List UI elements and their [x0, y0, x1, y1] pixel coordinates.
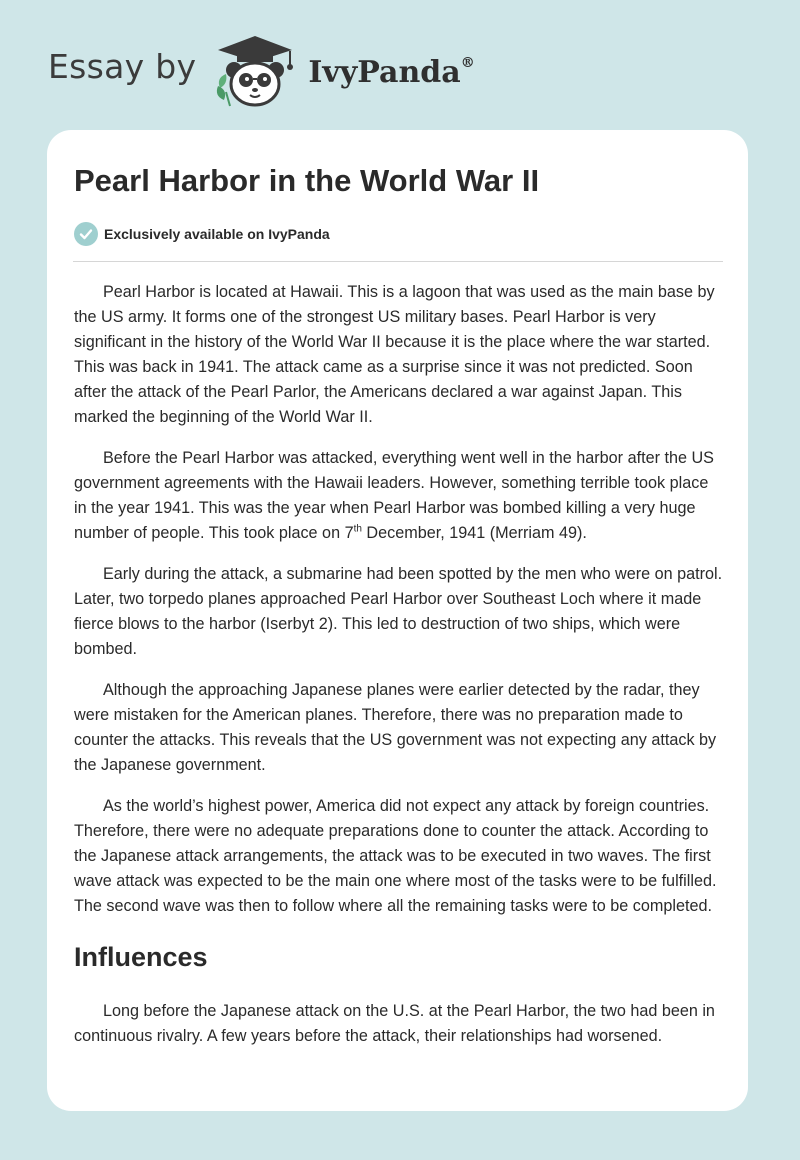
paragraph: As the world’s highest power, America did not expect any attack by foreign countries. Therefore, there were no adequate preparations done to counter the attack. According to the Japanese attack arrangements, the attack was to be executed in two waves. The first wave attack was expected to be the main one where most of the tasks were to be fulfilled. The second wave was then to follow where all the remaining tasks were to be completed.	[74, 797, 717, 915]
paragraph-text: Before the Pearl Harbor was attacked, everything went well in the harbor after the US government agreements with the Hawaii leaders. However, something terrible took place in the year 1941. This was the year when Pearl Harbor was bombed killing a very huge number of people. This took place on 7	[74, 449, 714, 542]
ordinal-suffix: th	[353, 523, 362, 535]
paragraph: Long before the Japanese attack on the U.S. at the Pearl Harbor, the two had been in continuous rivalry. A few years before the attack, their relationships had worsened.	[74, 1002, 715, 1045]
section-heading: Influences	[74, 942, 208, 972]
panda-logo-icon[interactable]	[210, 30, 300, 110]
paragraph: Although the approaching Japanese planes were earlier detected by the radar, they were mistaken for the American planes. Therefore, there was no preparation made to counter the attacks. This reveals that the US government was not expecting any attack by the Japanese government.	[74, 681, 717, 774]
registered-mark: ®	[460, 54, 475, 71]
paragraph: Pearl Harbor is located at Hawaii. This is a lagoon that was used as the main base by the US army. It forms one of the strongest US military bases. Pearl Harbor is very significant in the history of the World War II because it is the place where the war started. This was back in 1941. The attack came as a surprise since it was not predicted. Soon after the attack of the Pearl Parlor, the Americans declared a war against Japan. This marked the beginning of the World War II.	[74, 283, 715, 426]
brand-label: IvyPanda	[308, 54, 461, 90]
brand-name[interactable]	[308, 55, 474, 90]
check-circle-icon	[74, 222, 98, 246]
site-header	[48, 30, 548, 110]
paragraph-text: December, 1941 (Merriam 49).	[361, 524, 587, 542]
essay-body	[74, 280, 724, 1065]
paragraph: Early during the attack, a submarine had been spotted by the men who were on patrol. Later, two torpedo planes approached Pearl Harbor over Southeast Loch where it made fierce blows to the harbor (Iserbyt 2). This led to destruction of two ships, which were bombed.	[74, 565, 723, 658]
paragraph	[74, 446, 724, 546]
essay-by-label: Essay by	[48, 46, 197, 86]
page-title: Pearl Harbor in the World War II	[74, 163, 540, 198]
badge-label: Exclusively available on IvyPanda	[104, 226, 330, 242]
divider	[73, 261, 723, 262]
exclusive-badge	[74, 222, 330, 246]
essay-card	[47, 130, 748, 1111]
